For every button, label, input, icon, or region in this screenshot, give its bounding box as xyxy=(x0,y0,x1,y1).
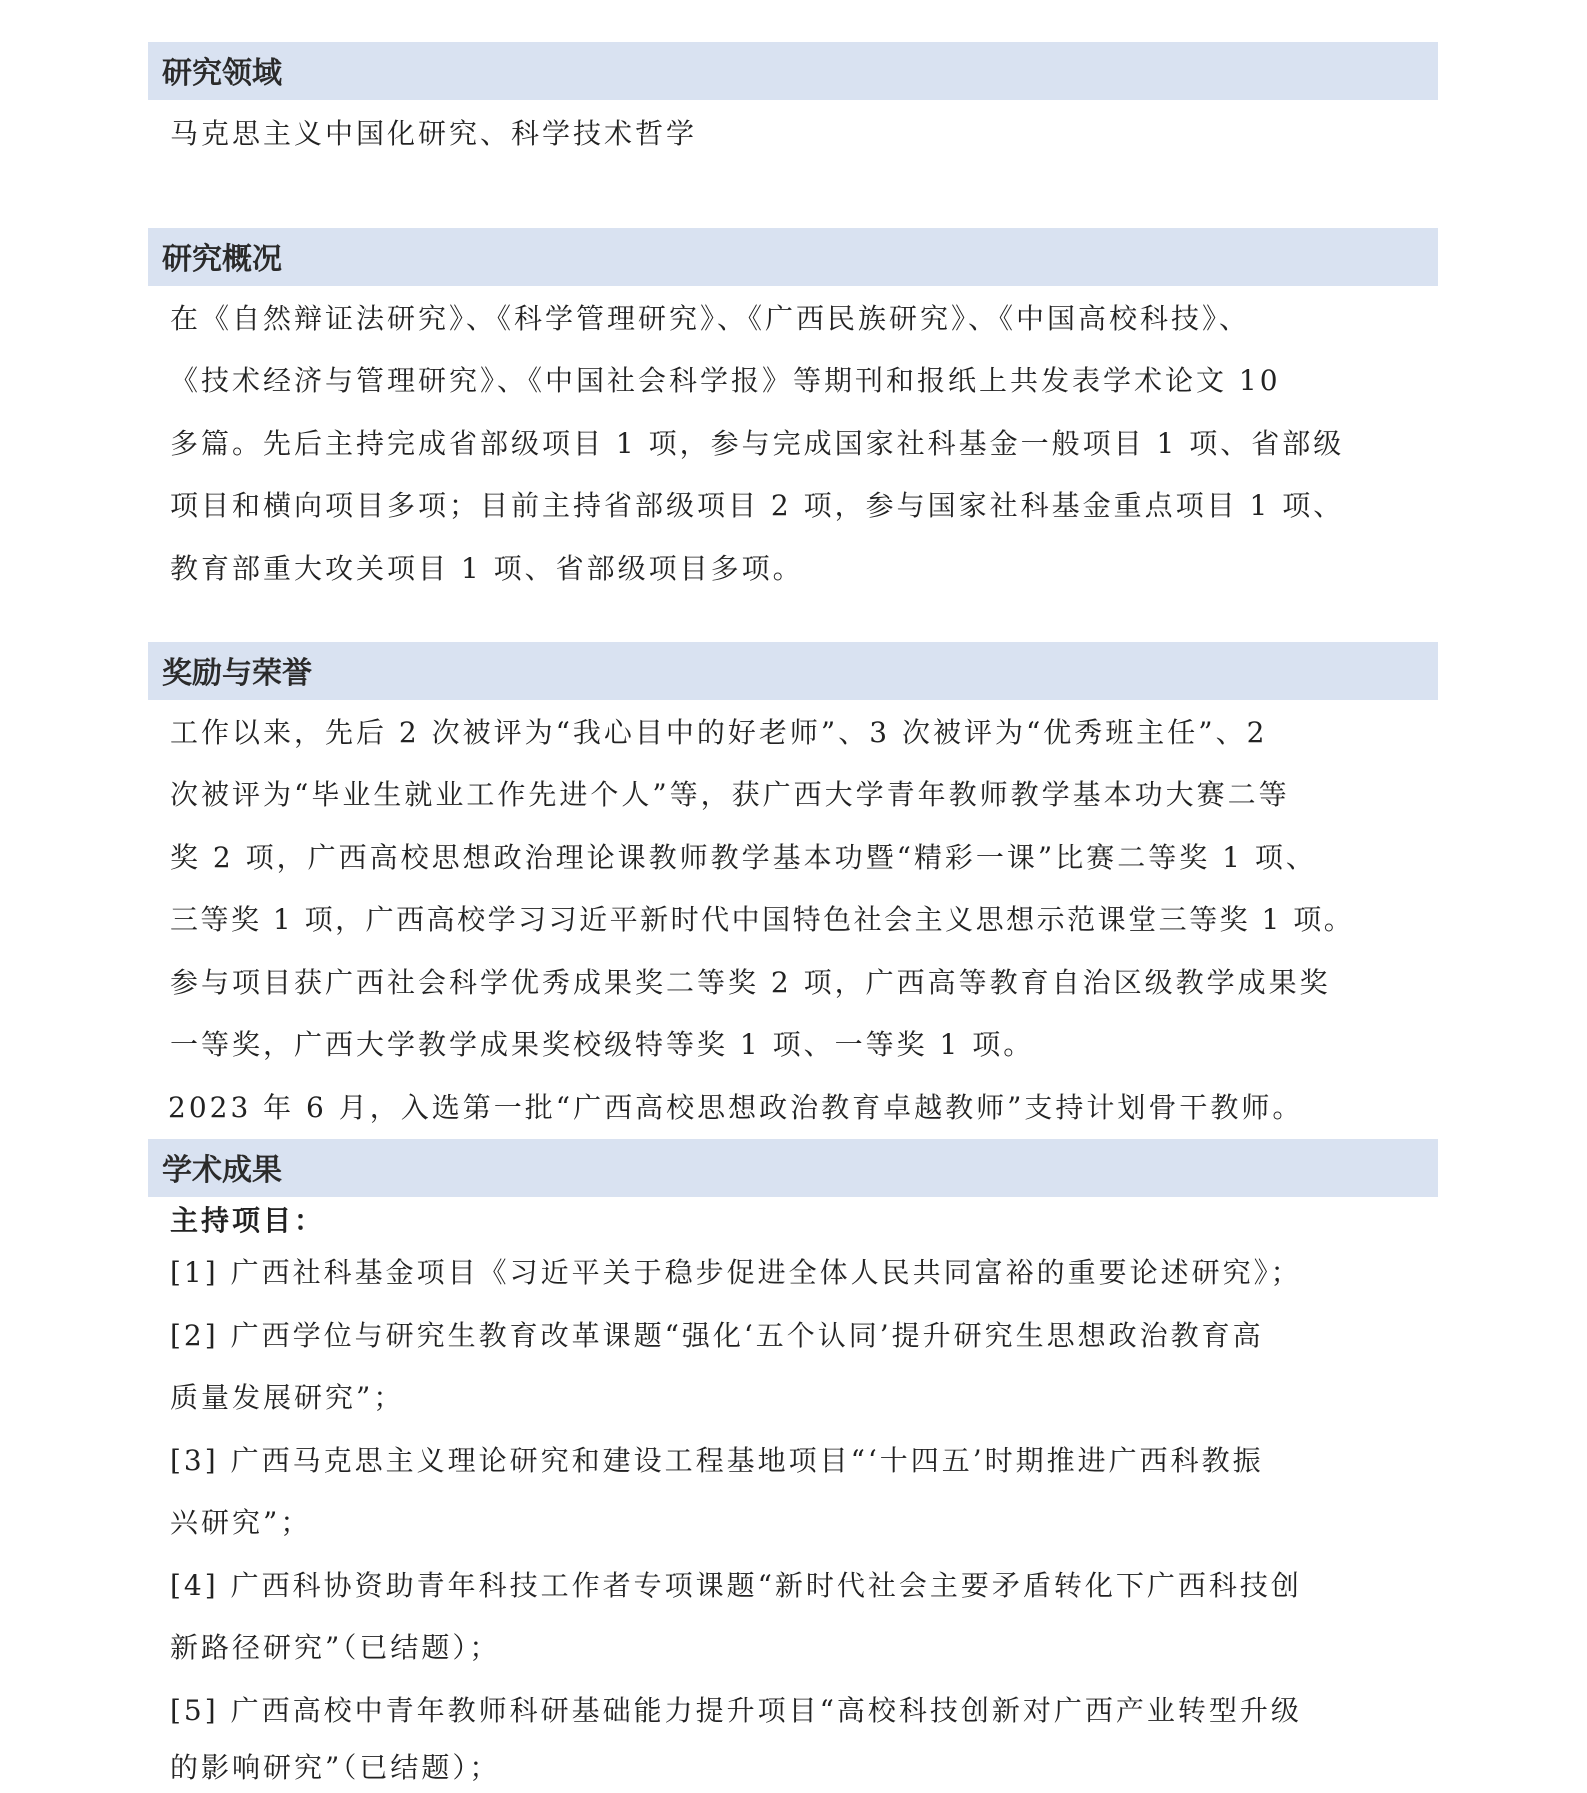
section-header-research-field xyxy=(148,42,1438,100)
awards-line: 奖 2 项，广西高校思想政治理论课教师教学基本功暨“精彩一课”比赛二等奖 1 项、 xyxy=(170,841,1317,874)
project-line: [5] 广西高校中青年教师科研基础能力提升项目“高校科技创新对广西产业转型升级 xyxy=(170,1694,1302,1727)
awards-line: 工作以来，先后 2 次被评为“我心目中的好老师”、3 次被评为“优秀班主任”、2 xyxy=(170,716,1268,749)
overview-line: 《技术经济与管理研究》、《中国社会科学报》等期刊和报纸上共发表学术论文 10 xyxy=(170,364,1281,397)
overview-line: 教育部重大攻关项目 1 项、省部级项目多项。 xyxy=(170,552,804,585)
overview-line: 项目和横向项目多项；目前主持省部级项目 2 项，参与国家社科基金重点项目 1 项、 xyxy=(170,489,1345,522)
section-header-awards xyxy=(148,642,1438,700)
awards-line: 参与项目获广西社会科学优秀成果奖二等奖 2 项，广西高等教育自治区级教学成果奖 xyxy=(170,966,1331,999)
section-title: 学术成果 xyxy=(162,1153,282,1188)
research-field-text: 马克思主义中国化研究、科学技术哲学 xyxy=(170,117,698,150)
section-title: 研究领域 xyxy=(162,56,282,91)
section-title: 研究概况 xyxy=(162,242,282,277)
awards-line: 一等奖，广西大学教学成果奖校级特等奖 1 项、一等奖 1 项。 xyxy=(170,1028,1035,1061)
awards-line: 2023 年 6 月，入选第一批“广西高校思想政治教育卓越教师”支持计划骨干教师。 xyxy=(168,1091,1304,1124)
project-line: [4] 广西科协资助青年科技工作者专项课题“新时代社会主要矛盾转化下广西科技创 xyxy=(170,1569,1302,1602)
awards-line: 次被评为“毕业生就业工作先进个人”等，获广西大学青年教师教学基本功大赛二等 xyxy=(170,778,1290,811)
project-line: [3] 广西马克思主义理论研究和建设工程基地项目“‘十四五’时期推进广西科教振 xyxy=(170,1444,1264,1477)
project-line: 新路径研究”（已结题）； xyxy=(170,1631,501,1664)
section-title: 奖励与荣誉 xyxy=(162,656,312,691)
project-line: 的影响研究”（已结题）； xyxy=(170,1751,501,1784)
project-line: [2] 广西学位与研究生教育改革课题“强化‘五个认同’提升研究生思想政治教育高 xyxy=(170,1319,1264,1352)
project-line: 质量发展研究”； xyxy=(170,1381,405,1414)
subhead-hosted-projects: 主持项目： xyxy=(170,1204,326,1237)
project-line: [1] 广西社科基金项目《习近平关于稳步促进全体人民共同富裕的重要论述研究》； xyxy=(170,1256,1302,1289)
overview-line: 多篇。先后主持完成省部级项目 1 项，参与完成国家社科基金一般项目 1 项、省部级 xyxy=(170,427,1345,460)
awards-line: 三等奖 1 项，广西高校学习习近平新时代中国特色社会主义思想示范课堂三等奖 1 项。 xyxy=(170,903,1355,936)
section-header-academic-achievements xyxy=(148,1139,1438,1197)
project-line: 兴研究”； xyxy=(170,1506,312,1539)
overview-line: 在《自然辩证法研究》、《科学管理研究》、《广西民族研究》、《中国高校科技》、 xyxy=(170,302,1251,335)
section-header-research-overview xyxy=(148,228,1438,286)
